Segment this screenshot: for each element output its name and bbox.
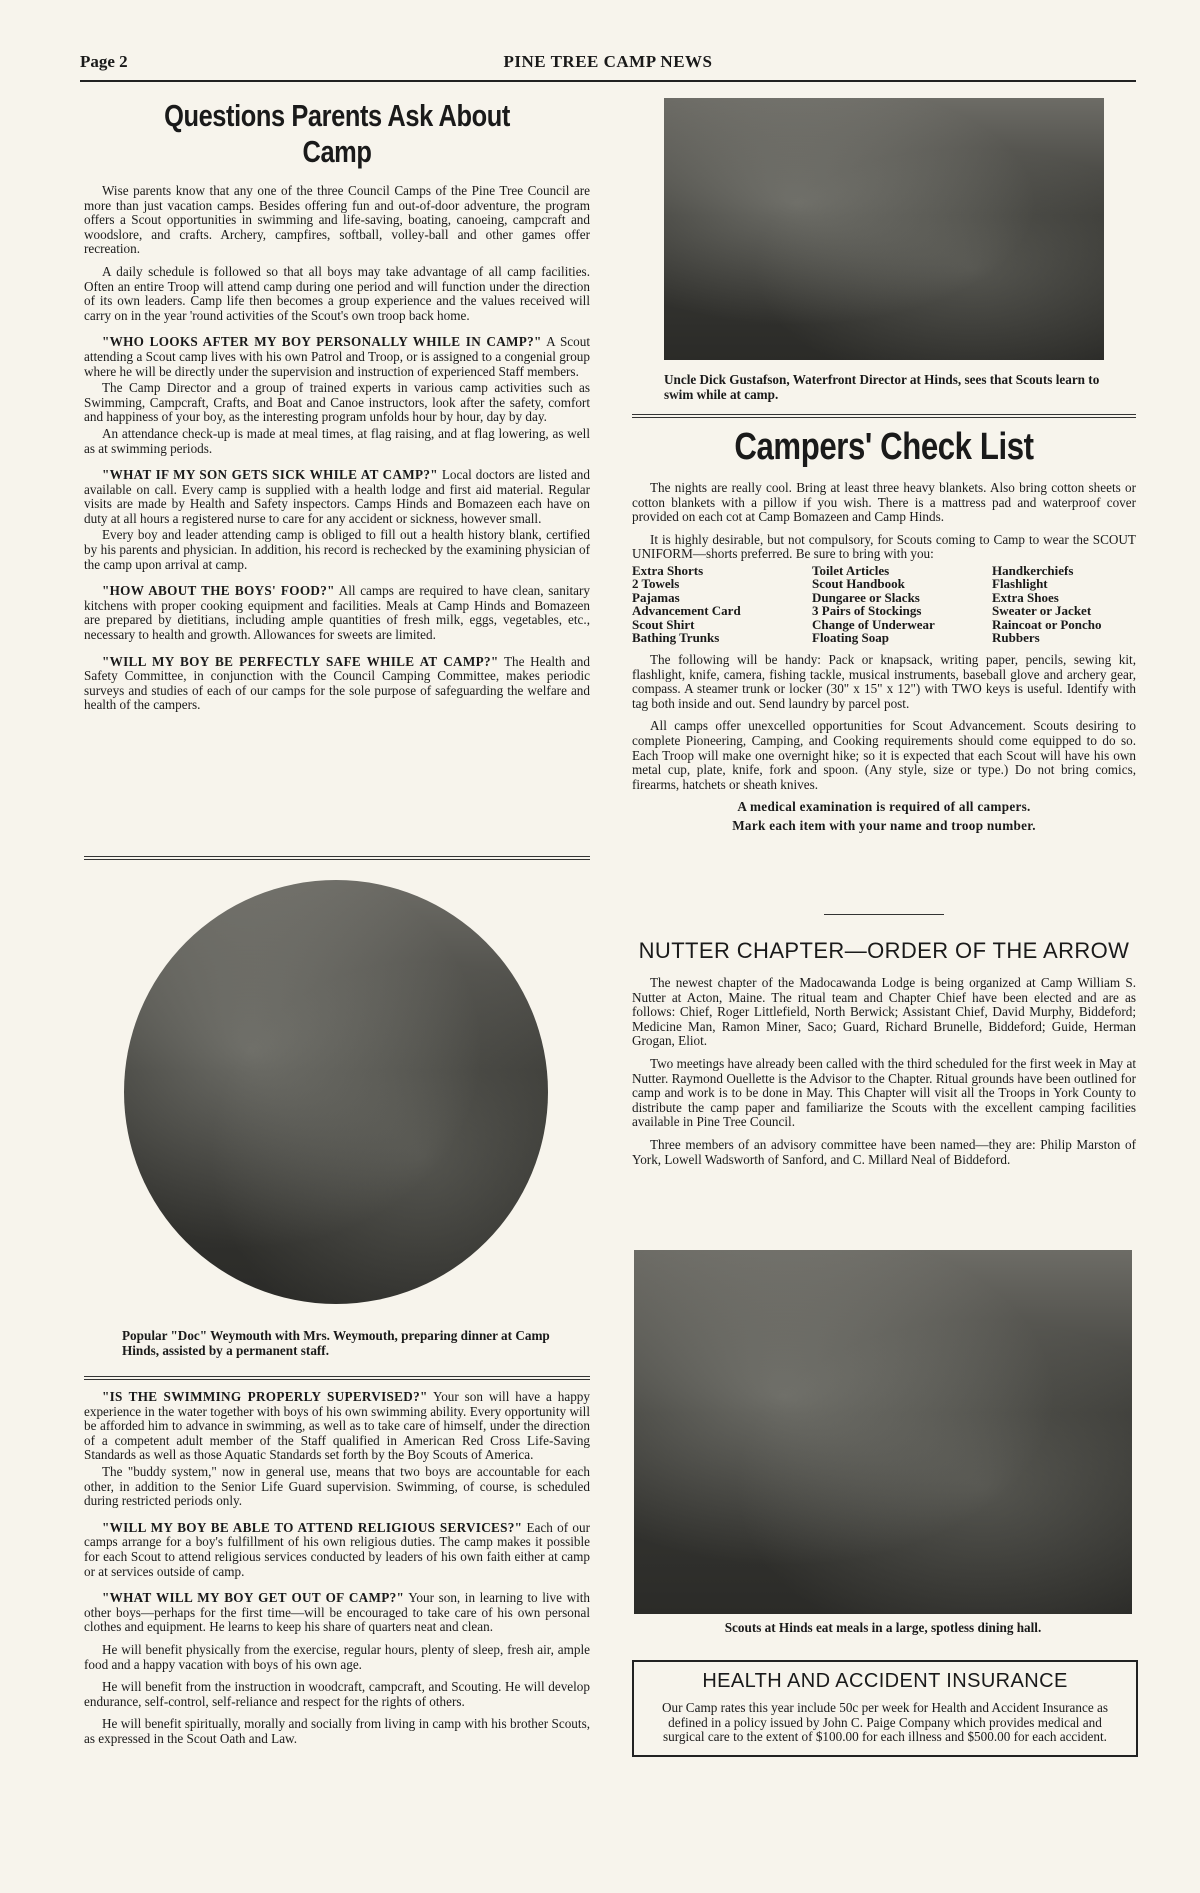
dining-hall-photo	[634, 1250, 1132, 1614]
checklist-p3: The following will be handy: Pack or knapsack, writing paper, pencils, sewing kit, flashlight, knife, camera, fishing tackle, musical instruments, baseball glove and archery gear, compass. A steamer trunk or locker (30" x 15" x 12") with TWO keys is useful. Identify with tag both inside and out. Send laundry by parcel post.	[632, 651, 1136, 711]
question-2-title: "WHAT IF MY SON GETS SICK WHILE AT CAMP?"	[102, 467, 438, 483]
list-item: Floating Soap	[812, 630, 889, 646]
question-7-body: Your son, in learning to live with other boys—perhaps for the first time—will be encouraged to take care of his own personal clothes and equipment. He learns to keep his share of quarters neat and clean.	[84, 1590, 591, 1635]
list-item: Handkerchiefs	[992, 562, 1074, 578]
question-5-body: Your son will have a happy experience in the water together with boys of his own swimming ability. Every opportunity will be afforded him to advance in swimming, as well as to take care of himself, under the direction of a competent adult member of the Staff qualified in American Red Cross Life-Saving Standards as well as those Aquatic Standards set forth by the Boy Scouts of America.	[84, 1389, 590, 1463]
question-1-title: "WHO LOOKS AFTER MY BOY PERSONALLY WHILE IN CAMP?"	[102, 334, 542, 350]
kitchen-caption: Popular "Doc" Weymouth with Mrs. Weymouth, preparing dinner at Camp Hinds, assisted by a permanent staff.	[122, 1328, 550, 1358]
question-4-body: The Health and Safety Committee, in conjunction with the Council Camping Committee, makes periodic surveys and studies of each of our camps for the sole purpose of safeguarding the welfare and health of the campers.	[84, 653, 590, 713]
question-4	[84, 655, 590, 713]
question-3-title: "HOW ABOUT THE BOYS' FOOD?"	[102, 583, 335, 599]
checklist-headline: Campers' Check List	[734, 426, 1034, 468]
left-divider-2	[84, 1376, 590, 1380]
nutter-p2: Two meetings have already been called with the third scheduled for the first week in May at Nutter. Raymond Ouellette is the Advisor to the Chapter. Ritual grounds have been outlined for camp and work is to be done in May. This Chapter will visit all the Troops in York County to distribute the camp paper and familiarize the Scouts with the excellent camping facilities available in Pine Tree Council.	[632, 1055, 1136, 1130]
questions-headline: Questions Parents Ask About Camp	[164, 98, 510, 169]
left-divider-1	[84, 856, 590, 860]
question-1-p3: An attendance check-up is made at meal times, at flag raising, and at flag lowering, as well as at swimming periods.	[84, 425, 590, 456]
question-2-body: Local doctors are listed and available on call. Every camp is supplied with a health lodge and first aid material. Regular visits are made by Health and Safety inspectors. Camps Hinds and Bomazeen each have on duty at all hours a registered nurse to care for any accident or sickness, however small.	[84, 467, 590, 526]
paper-title: PINE TREE CAMP NEWS	[503, 52, 713, 71]
list-item: Toilet Articles	[812, 562, 890, 578]
question-2	[84, 468, 590, 526]
checklist-note-mark: Mark each item with your name and troop number.	[732, 817, 1036, 833]
left-column-lower	[84, 1390, 590, 1754]
swimming-photo	[664, 98, 1104, 360]
nutter-p3: Three members of an advisory committee have been named—they are: Philip Marston of York, Lowell Wadsworth of Sanford, and C. Millard Neal of Biddeford.	[632, 1136, 1136, 1167]
list-item: Scout Shirt	[632, 616, 695, 632]
question-5	[84, 1390, 590, 1463]
insurance-headline: HEALTH AND ACCIDENT INSURANCE	[702, 1670, 1068, 1692]
kitchen-photo	[124, 880, 548, 1304]
checklist-section	[632, 426, 1136, 842]
left-column	[84, 92, 590, 721]
question-7-title: "WHAT WILL MY BOY GET OUT OF CAMP?"	[102, 1590, 405, 1606]
list-item: Extra Shorts	[632, 562, 704, 578]
question-7	[84, 1591, 590, 1635]
checklist-items	[632, 564, 1136, 645]
nutter-section	[632, 938, 1136, 1175]
insurance-box	[632, 1660, 1138, 1757]
nutter-p1: The newest chapter of the Madocawanda Lodge is being organized at Camp William S. Nutter at Acton, Maine. The ritual team and Chapter Chief have been elected and are as follows: Chief, Roger Littlefield, North Berwick; Assistant Chief, David Murphy, Biddeford; Medicine Man, Ramon Miner, Saco; Guard, Richard Brunelle, Biddeford; Guide, Herman Grogan, Eliot.	[632, 975, 1136, 1049]
question-6	[84, 1521, 590, 1579]
question-5-p2: The "buddy system," now in general use, means that two boys are accountable for each other, in addition to the Senior Life Guard supervision. Swimming, of course, is scheduled during restricted periods only.	[84, 1463, 590, 1509]
nutter-headline: NUTTER CHAPTER—ORDER OF THE ARROW	[638, 938, 1130, 963]
list-item: Dungaree or Slacks	[812, 589, 920, 605]
question-7-p3: He will benefit from the instruction in woodcraft, campcraft, and Scouting. He will develop endurance, self-control, self-reliance and respect for the rights of others.	[84, 1679, 590, 1709]
list-item: Raincoat or Poncho	[992, 616, 1102, 632]
right-divider-1	[632, 414, 1136, 418]
list-item: Bathing Trunks	[632, 630, 720, 646]
question-6-title: "WILL MY BOY BE ABLE TO ATTEND RELIGIOUS SERVICES?"	[102, 1519, 523, 1535]
intro-paragraph-2: A daily schedule is followed so that all boys may take advantage of all camp facilities. Often an entire Troop will attend camp during one period and will function under the direction of its own leaders. Camp life then becomes a group experience and the values received will carry on in the year 'round activities of the Scout's own troop back home.	[84, 263, 590, 323]
list-item: Rubbers	[992, 630, 1040, 646]
question-7-p4: He will benefit spiritually, morally and socially from living in camp with his brother Scouts, as expressed in the Scout Oath and Law.	[84, 1716, 590, 1746]
page-header	[80, 52, 1136, 82]
checklist-p1: The nights are really cool. Bring at least three heavy blankets. Also bring cotton sheets or cotton blankets with a pillow if you wish. There is a mattress pad and waterproof cover provided on each cot at Camp Bomazeen and Camp Hinds.	[632, 480, 1136, 525]
question-5-title: "IS THE SWIMMING PROPERLY SUPERVISED?"	[102, 1389, 428, 1404]
list-item: Sweater or Jacket	[992, 603, 1092, 619]
question-1-p2: The Camp Director and a group of trained experts in various camp activities such as Swimming, Campcraft, Crafts, and Boat and Canoe instructors, look after the safety, comfort and happiness of your boy, as the interesting program unfolds hour by hour, day by day.	[84, 380, 590, 425]
question-3	[84, 584, 590, 642]
list-item: 3 Pairs of Stockings	[812, 603, 922, 619]
question-7-p2: He will benefit physically from the exercise, regular hours, plenty of sleep, fresh air, ample food and a happy vacation with boys of his own age.	[84, 1641, 590, 1672]
list-item: 2 Towels	[632, 576, 680, 592]
checklist-note-medical: A medical examination is required of all campers.	[737, 799, 1031, 815]
list-item: Change of Underwear	[812, 616, 935, 632]
insurance-body: Our Camp rates this year include 50c per week for Health and Accident Insurance as defined in a policy issued by John C. Paige Company which provides medical and surgical care to the extent of $100.00 for each illness and $500.00 for each accident.	[661, 1700, 1108, 1745]
page-number: Page 2	[80, 52, 128, 71]
intro-paragraph-1: Wise parents know that any one of the three Council Camps of the Pine Tree Council are more than just vacation camps. Besides offering fun and out-of-door adventure, the program offers a Scout opportunities in swimming and life-saving, boating, canoeing, campcraft and woodslore, and crafts. Archery, campfires, softball, volley-ball and other games offer recreation.	[84, 183, 590, 257]
question-4-title: "WILL MY BOY BE PERFECTLY SAFE WHILE AT CAMP?"	[102, 653, 499, 669]
list-item: Pajamas	[632, 589, 680, 605]
short-rule	[824, 914, 944, 915]
checklist-p4: All camps offer unexcelled opportunities for Scout Advancement. Scouts desiring to complete Pioneering, Camping, and Cooking requirements should come equipped to do so. Each Troop will make one overnight hike; so it is expected that each Scout will have his own metal cup, plate, knife, fork and spoon. (Any style, size or type.) Do not bring comics, firearms, hatchets or sheath knives.	[632, 718, 1136, 792]
question-3-body: All camps are required to have clean, sanitary kitchens with proper cooking equipment and facilities. Meals at Camp Hinds and Bomazeen are prepared by dietitians, including ample quantities of fresh milk, eggs, vegetables, etc., necessary to health and growth. Allowances for sweets are limited.	[84, 583, 590, 643]
question-1	[84, 335, 590, 379]
list-item: Advancement Card	[632, 603, 741, 619]
question-1-body: A Scout attending a Scout camp lives with his own Patrol and Troop, or is assigned to a congenial group where he will be directly under the supervision and instruction of experienced Staff members.	[84, 334, 590, 379]
list-item: Extra Shoes	[992, 589, 1059, 605]
list-item: Flashlight	[992, 576, 1048, 592]
list-item: Scout Handbook	[812, 576, 905, 592]
question-2-p2: Every boy and leader attending camp is obliged to fill out a health history blank, certified by his parents and physician. In addition, his record is rechecked by the examining physician of the camp upon arrival at camp.	[84, 527, 590, 572]
swimming-caption: Uncle Dick Gustafson, Waterfront Director at Hinds, sees that Scouts learn to swim while at camp.	[664, 372, 1100, 402]
question-6-body: Each of our camps arrange for a boy's fulfillment of his own religious duties. The camp makes it possible for each Scout to attend religious services conducted by leaders of his own faith either at camp or at services outside of camp.	[84, 1519, 590, 1579]
checklist-p2: It is highly desirable, but not compulsory, for Scouts coming to Camp to wear the SCOUT UNIFORM—shorts preferred. Be sure to bring with you:	[632, 531, 1136, 562]
dining-caption: Scouts at Hinds eat meals in a large, spotless dining hall.	[724, 1620, 1042, 1635]
